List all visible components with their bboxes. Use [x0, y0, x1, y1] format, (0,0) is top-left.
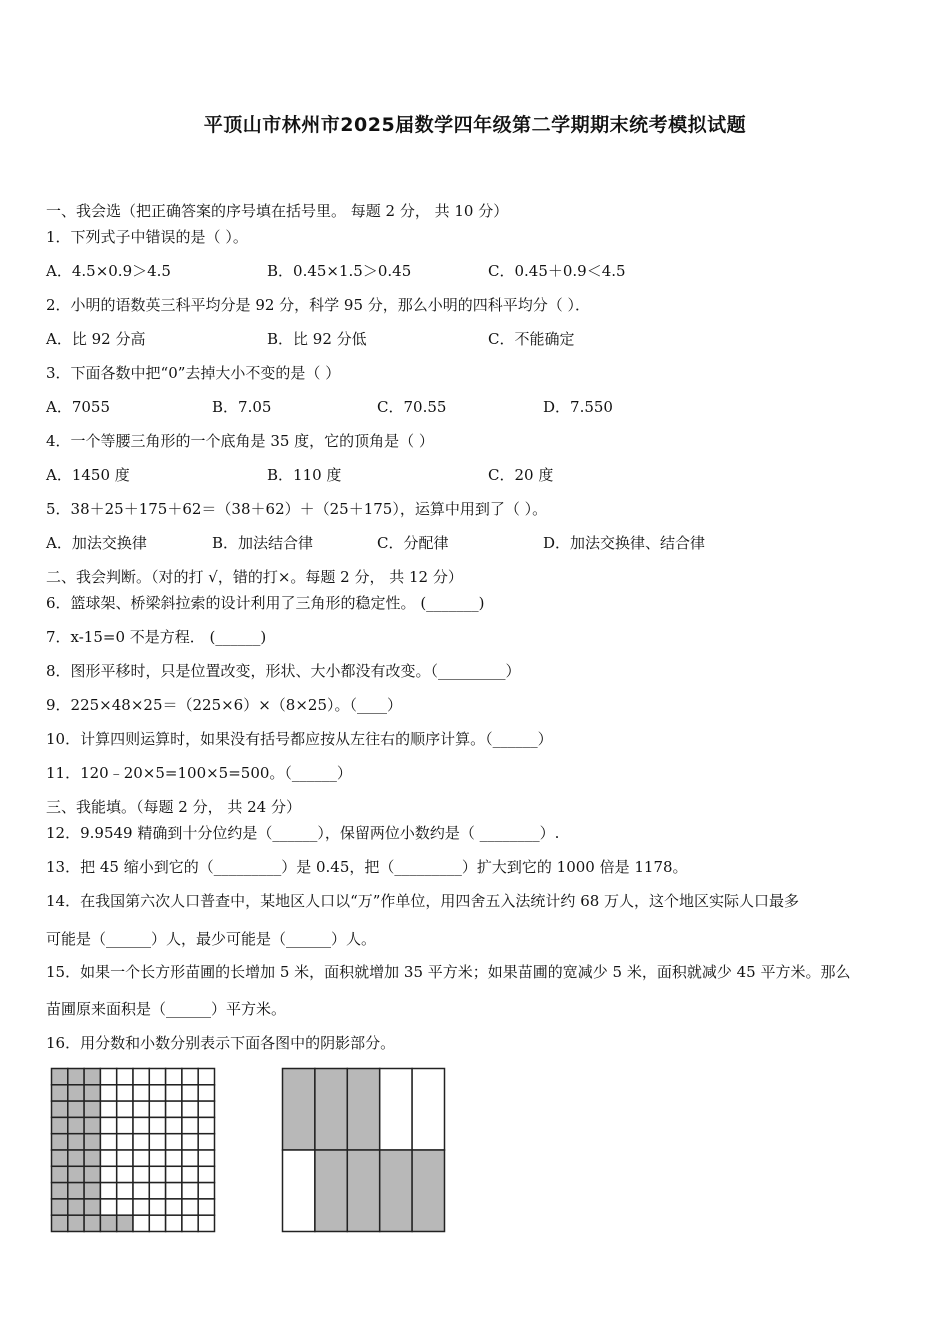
- grid-cell: [166, 1069, 182, 1085]
- section-heading-judge: 二、我会判断。（对的打 √，错的打×。每题 2 分， 共 12 分）: [46, 568, 463, 586]
- grid-cell: [133, 1117, 149, 1133]
- grid-cell: [198, 1215, 214, 1231]
- grid-cell: [133, 1150, 149, 1166]
- shaded-cell: [84, 1134, 100, 1150]
- grid-cell: [198, 1085, 214, 1101]
- shaded-cell: [117, 1215, 133, 1231]
- grid-cell: [182, 1101, 198, 1117]
- grid-cell: [198, 1134, 214, 1150]
- grid-cell: [117, 1150, 133, 1166]
- q3-option-b[interactable]: B．7.05: [212, 398, 272, 416]
- grid-cell: [149, 1199, 165, 1215]
- question-2: 2．小明的语数英三科平均分是 92 分，科学 95 分，那么小明的四科平均分（ ）．: [46, 296, 591, 314]
- grid-cell: [182, 1215, 198, 1231]
- grid-cell: [166, 1183, 182, 1199]
- q1-option-b[interactable]: B．0.45×1.5＞0.45: [267, 262, 412, 280]
- grid-cell: [100, 1166, 116, 1182]
- grid-cell: [166, 1085, 182, 1101]
- grid-cell: [182, 1134, 198, 1150]
- shaded-cell: [84, 1215, 100, 1231]
- shaded-cell: [68, 1085, 84, 1101]
- shaded-cell: [68, 1150, 84, 1166]
- q2-option-a[interactable]: A．比 92 分高: [46, 330, 146, 348]
- grid-cell: [149, 1101, 165, 1117]
- grid-cell: [166, 1215, 182, 1231]
- grid-cell: [149, 1085, 165, 1101]
- question-14-line-1: 14．在我国第六次人口普查中，某地区人口以“万”作单位，用四舍五入法统计约 68 万人，这个地区实际人口最多: [46, 892, 800, 910]
- grid-cell: [149, 1134, 165, 1150]
- q4-option-c[interactable]: C．20 度: [488, 466, 554, 484]
- grid-cell: [166, 1101, 182, 1117]
- grid-cell: [133, 1199, 149, 1215]
- grid-cell: [133, 1166, 149, 1182]
- grid-cell: [198, 1150, 214, 1166]
- grid-cell: [149, 1215, 165, 1231]
- question-6: 6．篮球架、桥梁斜拉索的设计利用了三角形的稳定性。 (_______): [46, 594, 485, 612]
- q3-option-a[interactable]: A．7055: [46, 398, 111, 416]
- q3-option-d[interactable]: D．7.550: [543, 398, 613, 416]
- question-16: 16．用分数和小数分别表示下面各图中的阴影部分。: [46, 1034, 396, 1052]
- question-15-line-1: 15．如果一个长方形苗圃的长增加 5 米，面积就增加 35 平方米；如果苗圃的宽减少 5 米，面积就减少 45 平方米。那么: [46, 963, 851, 981]
- shaded-cell: [52, 1085, 68, 1101]
- shaded-cell: [68, 1166, 84, 1182]
- question-15-line-2: 苗圃原来面积是（______）平方米。: [46, 1000, 287, 1018]
- grid-cell: [100, 1101, 116, 1117]
- q5-option-c[interactable]: C．分配律: [377, 534, 449, 552]
- section-heading-fill: 三、我能填。（每题 2 分， 共 24 分）: [46, 798, 301, 816]
- grid-cell: [133, 1134, 149, 1150]
- grid-cell: [149, 1166, 165, 1182]
- grid-cell: [100, 1117, 116, 1133]
- question-12: 12．9.9549 精确到十分位约是（______），保留两位小数约是（ ________）.: [46, 824, 560, 842]
- grid-cell: [133, 1183, 149, 1199]
- grid-cell: [198, 1166, 214, 1182]
- grid-cell: [166, 1134, 182, 1150]
- shaded-cell: [347, 1069, 379, 1151]
- grid-cell: [198, 1117, 214, 1133]
- grid-cell: [100, 1134, 116, 1150]
- shaded-cell: [380, 1150, 412, 1232]
- shaded-cell: [84, 1117, 100, 1133]
- q5-option-a[interactable]: A．加法交换律: [46, 534, 147, 552]
- shaded-cell: [52, 1134, 68, 1150]
- grid-cell: [149, 1117, 165, 1133]
- q5-option-d[interactable]: D．加法交换律、结合律: [543, 534, 706, 552]
- q2-option-c[interactable]: C．不能确定: [488, 330, 575, 348]
- question-14-line-2: 可能是（______）人，最少可能是（______）人。: [46, 930, 377, 948]
- grid-cell: [198, 1069, 214, 1085]
- grid-cell: [133, 1069, 149, 1085]
- grid-cell: [182, 1183, 198, 1199]
- shaded-cell: [315, 1069, 347, 1151]
- shaded-cell: [347, 1150, 379, 1232]
- shaded-cell: [84, 1069, 100, 1085]
- shaded-cell: [52, 1166, 68, 1182]
- shaded-cell: [68, 1183, 84, 1199]
- q4-option-a[interactable]: A．1450 度: [46, 466, 130, 484]
- grid-cell: [182, 1150, 198, 1166]
- shaded-cell: [52, 1101, 68, 1117]
- grid-cell: [117, 1134, 133, 1150]
- shaded-cell: [84, 1101, 100, 1117]
- grid-cell: [100, 1069, 116, 1085]
- shaded-cell: [52, 1215, 68, 1231]
- grid-cell: [283, 1150, 315, 1232]
- grid-cell: [198, 1199, 214, 1215]
- question-5: 5．38＋25＋175＋62＝（38＋62）＋（25＋175），运算中用到了（ ）。: [46, 500, 548, 518]
- q1-option-a[interactable]: A．4.5×0.9＞4.5: [46, 262, 171, 280]
- grid-cell: [100, 1183, 116, 1199]
- grid-cell: [166, 1117, 182, 1133]
- grid-cell: [117, 1183, 133, 1199]
- grid-cell: [198, 1101, 214, 1117]
- q1-option-c[interactable]: C．0.45＋0.9＜4.5: [488, 262, 626, 280]
- question-4: 4．一个等腰三角形的一个底角是 35 度，它的顶角是（ ）: [46, 432, 434, 450]
- question-13: 13．把 45 缩小到它的（_________）是 0.45，把（_________）扩大到它的 1000 倍是 1178。: [46, 858, 688, 876]
- section-heading-choice: 一、我会选（把正确答案的序号填在括号里。 每题 2 分， 共 10 分）: [46, 202, 509, 220]
- shaded-cell: [412, 1150, 444, 1232]
- q4-option-b[interactable]: B．110 度: [267, 466, 342, 484]
- shaded-cell: [52, 1150, 68, 1166]
- shaded-cell: [68, 1134, 84, 1150]
- shaded-cell: [68, 1215, 84, 1231]
- q5-option-b[interactable]: B．加法结合律: [212, 534, 314, 552]
- grid-cell: [182, 1166, 198, 1182]
- grid-cell: [117, 1199, 133, 1215]
- shaded-cell: [52, 1183, 68, 1199]
- shaded-cell: [52, 1199, 68, 1215]
- grid-cell: [117, 1069, 133, 1085]
- question-10: 10．计算四则运算时，如果没有括号都应按从左往右的顺序计算。（______）: [46, 730, 553, 748]
- grid-cell: [149, 1069, 165, 1085]
- shaded-cell: [68, 1069, 84, 1085]
- grid-cell: [100, 1150, 116, 1166]
- question-11: 11．120﹣20×5=100×5=500。（______）: [46, 764, 352, 782]
- grid-cell: [380, 1069, 412, 1151]
- grid-cell: [166, 1199, 182, 1215]
- shaded-cell: [315, 1150, 347, 1232]
- grid-cell: [198, 1183, 214, 1199]
- question-9: 9．225×48×25＝（225×6）×（8×25）。（____）: [46, 696, 402, 714]
- shaded-cell: [68, 1117, 84, 1133]
- question-1: 1．下列式子中错误的是（ ）。: [46, 228, 248, 246]
- shaded-cell: [100, 1215, 116, 1231]
- shaded-cell: [84, 1183, 100, 1199]
- grid-cell: [133, 1085, 149, 1101]
- grid-cell: [117, 1101, 133, 1117]
- grid-cell: [412, 1069, 444, 1151]
- grid-cell: [117, 1166, 133, 1182]
- question-8: 8．图形平移时，只是位置改变，形状、大小都没有改变。（_________）: [46, 662, 521, 680]
- shaded-cell: [84, 1150, 100, 1166]
- strip-figure: [281, 1067, 446, 1233]
- grid-cell: [182, 1085, 198, 1101]
- grid-cell: [182, 1199, 198, 1215]
- grid-cell: [100, 1085, 116, 1101]
- grid-cell: [117, 1085, 133, 1101]
- question-7: 7．x-15=0 不是方程． (______): [46, 628, 267, 646]
- q2-option-b[interactable]: B．比 92 分低: [267, 330, 367, 348]
- shaded-cell: [68, 1199, 84, 1215]
- shaded-cell: [283, 1069, 315, 1151]
- page-title: 平顶山市林州市2025届数学四年级第二学期期末统考模拟试题: [203, 114, 747, 136]
- shaded-cell: [84, 1085, 100, 1101]
- grid-cell: [166, 1166, 182, 1182]
- shaded-cell: [52, 1117, 68, 1133]
- shaded-cell: [84, 1166, 100, 1182]
- shaded-cell: [52, 1069, 68, 1085]
- grid-cell: [166, 1150, 182, 1166]
- grid-cell: [100, 1199, 116, 1215]
- grid-cell: [182, 1069, 198, 1085]
- question-3: 3．下面各数中把“0”去掉大小不变的是（ ）: [46, 364, 341, 382]
- shaded-cell: [84, 1199, 100, 1215]
- q3-option-c[interactable]: C．70.55: [377, 398, 447, 416]
- grid-cell: [149, 1183, 165, 1199]
- grid-cell: [133, 1101, 149, 1117]
- grid-cell: [182, 1117, 198, 1133]
- shaded-cell: [68, 1101, 84, 1117]
- grid-cell: [149, 1150, 165, 1166]
- grid-cell: [117, 1117, 133, 1133]
- hundred-grid-figure: [50, 1067, 216, 1233]
- grid-cell: [133, 1215, 149, 1231]
